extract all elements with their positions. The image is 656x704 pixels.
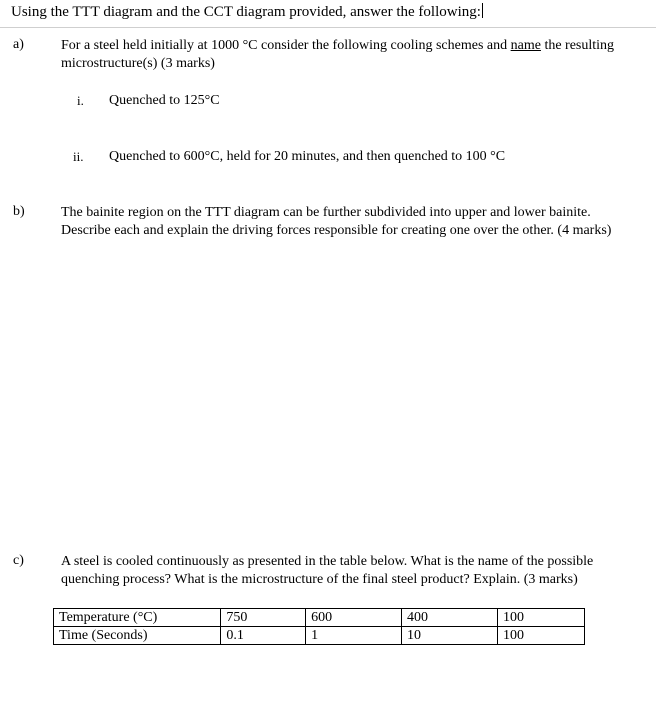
question-c-text: A steel is cooled continuously as presented in the table below. What is the name of the possible quenching process? What is the microstructure of the final steel product? Explain. (3 marks) <box>61 554 594 587</box>
table-cell: 400 <box>402 609 498 627</box>
cooling-table <box>53 608 585 645</box>
table-cell: 1 <box>306 627 402 645</box>
question-a-text <box>61 37 643 73</box>
table-cell: 10 <box>402 627 498 645</box>
table-cell: 600 <box>306 609 402 627</box>
question-b-text: The bainite region on the TTT diagram can be further subdivided into upper and lower bainite. Describe each and explain the driving forces responsible for creating one over the other. (4 marks) <box>61 205 612 238</box>
question-a-text-end: the resulting microstructure(s) (3 marks) <box>61 38 615 71</box>
question-a-label: a) <box>13 37 24 52</box>
question-a-emphasis: name <box>510 38 541 53</box>
subitem-i-text: Quenched to 125°C <box>109 93 220 108</box>
question-c-label: c) <box>13 553 24 568</box>
table-cell: Temperature (°C) <box>54 609 221 627</box>
question-a-text-start: For a steel held initially at 1000 °C consider the following cooling schemes and <box>61 38 511 53</box>
text-cursor <box>482 3 483 18</box>
header-divider <box>0 27 656 28</box>
table-cell: 0.1 <box>221 627 306 645</box>
table-row-temperature <box>54 609 585 627</box>
table-row-time <box>54 627 585 645</box>
question-b-label: b) <box>13 204 25 219</box>
intro-text: Using the TTT diagram and the CCT diagram provided, answer the following: <box>11 4 481 20</box>
subitem-ii-numeral: ii. <box>73 149 84 164</box>
table-cell: 100 <box>497 609 584 627</box>
subitem-i-numeral: i. <box>77 93 84 108</box>
intro-line <box>11 3 483 21</box>
table-cell: 100 <box>497 627 584 645</box>
table-cell: Time (Seconds) <box>54 627 221 645</box>
subitem-ii-text: Quenched to 600°C, held for 20 minutes, and then quenched to 100 °C <box>109 149 506 164</box>
table-cell: 750 <box>221 609 306 627</box>
